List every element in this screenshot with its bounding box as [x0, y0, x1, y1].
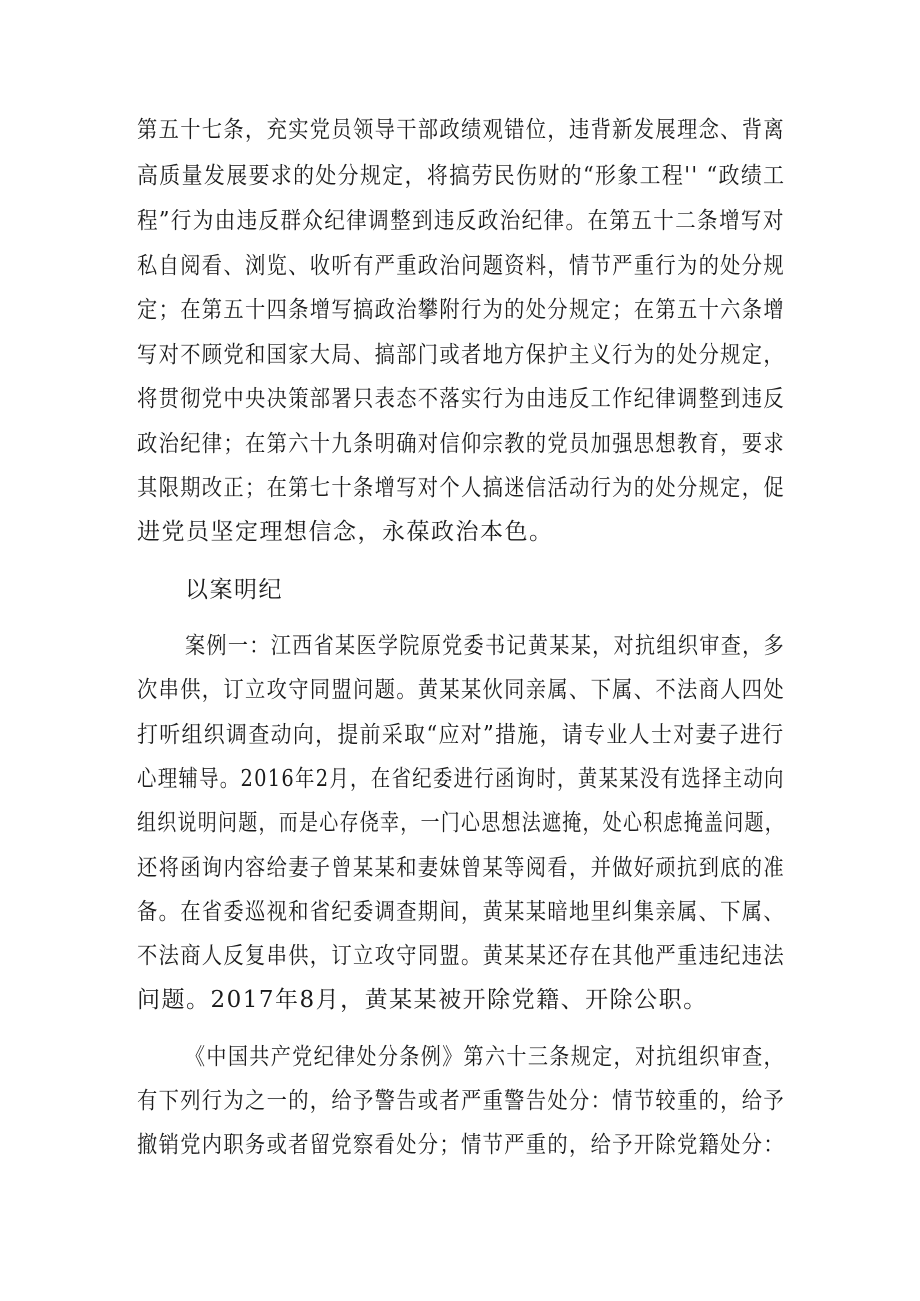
paragraph-line: 备。在省委巡视和省纪委调查期间，黄某某暗地里纠集亲属、下属、	[137, 899, 785, 925]
paragraph-line: 《中国共产党纪律处分条例》第六十三条规定，对抗组织审查，	[185, 1044, 785, 1070]
paragraph-line: 还将函询内容给妻子曾某某和妻妹曾某等阅看，并做好顽抗到底的准	[137, 855, 785, 881]
paragraph-line: 第五十七条，充实党员领导干部政绩观错位，违背新发展理念、背离	[137, 117, 785, 143]
paragraph-line: 撤销党内职务或者留党察看处分；情节严重的，给予开除党籍处分：	[137, 1132, 785, 1158]
paragraph-line: 打听组织调查动向，提前采取“应对”措施，请专业人士对妻子进行	[137, 722, 785, 748]
section-heading: 以案明纪	[185, 577, 283, 603]
paragraph-line: 定；在第五十四条增写搞政治攀附行为的处分规定；在第五十六条增	[137, 297, 785, 323]
paragraph-line: 次串供，订立攻守同盟问题。黄某某伙同亲属、下属、不法商人四处	[137, 677, 785, 703]
paragraph-line: 有下列行为之一的，给予警告或者严重警告处分：情节较重的，给予	[137, 1088, 785, 1114]
paragraph-line: 将贯彻党中央决策部署只表态不落实行为由违反工作纪律调整到违反	[137, 386, 785, 412]
paragraph-line: 案例一：江西省某医学院原党委书记黄某某，对抗组织审查，多	[185, 633, 785, 659]
paragraph-line: 组织说明问题，而是心存侥幸，一门心思想法遮掩，处心积虑掩盖问题，	[137, 810, 785, 836]
paragraph-line: 不法商人反复串供，订立攻守同盟。黄某某还存在其他严重违纪违法	[137, 943, 785, 969]
paragraph-line: 问题。2017年8月，黄某某被开除党籍、开除公职。	[137, 987, 708, 1013]
paragraph-line: 心理辅导。2016年2月，在省纪委进行函询时，黄某某没有选择主动向	[137, 766, 785, 792]
paragraph-line: 私自阅看、浏览、收听有严重政治问题资料，情节严重行为的处分规	[137, 253, 785, 279]
paragraph-line: 进党员坚定理想信念，永葆政治本色。	[137, 519, 554, 545]
paragraph-line: 写对不顾党和国家大局、搞部门或者地方保护主义行为的处分规定，	[137, 342, 785, 368]
paragraph-line: 程”行为由违反群众纪律调整到违反政治纪律。在第五十二条增写对	[137, 208, 785, 234]
paragraph-line: 政治纪律；在第六十九条明确对信仰宗教的党员加强思想教育，要求	[137, 431, 785, 457]
paragraph-line: 高质量发展要求的处分规定，将搞劳民伤财的“形象工程'' “政绩工	[137, 163, 786, 189]
paragraph-line: 其限期改正；在第七十条增写对个人搞迷信活动行为的处分规定，促	[137, 475, 785, 501]
